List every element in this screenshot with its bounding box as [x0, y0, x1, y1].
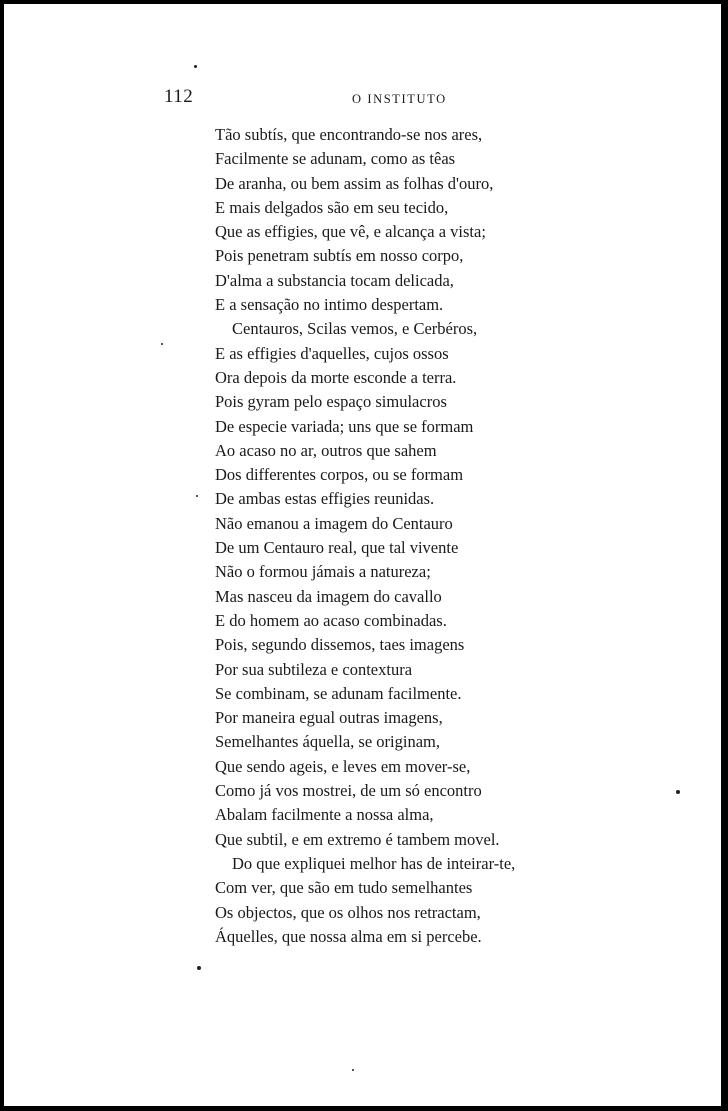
poem-line: Que subtil, e em extremo é tambem movel. [215, 829, 500, 849]
poem-line: Mas nasceu da imagem do cavallo [215, 586, 442, 606]
poem-line: Que sendo ageis, e leves em mover-se, [215, 756, 471, 776]
poem-line: Que as effigies, que vê, e alcança a vista; [215, 222, 486, 242]
running-title: O INSTITUTO [352, 92, 447, 106]
poem-line: Pois gyram pelo espaço simulacros [215, 392, 447, 412]
ink-speck [676, 790, 680, 794]
poem-line: Se combinam, se adunam facilmente. [215, 683, 462, 703]
poem-line: Áquelles, que nossa alma em si percebe. [215, 926, 482, 946]
ink-speck [196, 495, 198, 497]
poem-line: Pois, segundo dissemos, taes imagens [215, 635, 465, 655]
ink-speck [352, 1069, 354, 1071]
poem-line: De um Centauro real, que tal vivente [215, 538, 459, 558]
poem-line: E mais delgados são em seu tecido, [215, 197, 449, 217]
ink-speck [197, 966, 201, 970]
poem-line: Tão subtís, que encontrando-se nos ares, [215, 125, 483, 144]
poem-line: Dos differentes corpos, ou se formam [215, 465, 464, 485]
poem-line: Por maneira egual outras imagens, [215, 708, 443, 728]
poem-line: Centauros, Scilas vemos, e Cerbéros, [232, 319, 478, 339]
poem-line: Ora depois da morte esconde a terra. [215, 367, 457, 387]
poem-line: Abalam facilmente a nossa alma, [215, 805, 434, 825]
poem-line: Facilmente se adunam, como as têas [215, 149, 456, 169]
poem-line: Ao acaso no ar, outros que sahem [215, 440, 437, 460]
poem-line: E as effigies d'aquelles, cujos ossos [215, 343, 449, 363]
page-header [164, 86, 604, 114]
poem-line: Como já vos mostrei, de um só encontro [215, 781, 482, 801]
poem-line: De especie variada; uns que se formam [215, 416, 474, 436]
ink-speck [161, 343, 163, 345]
book-page [4, 4, 721, 1106]
poem-line: Por sua subtileza e contextura [215, 659, 413, 679]
poem-line: Não o formou jámais a natureza; [215, 562, 431, 582]
poem-line: Com ver, que são em tudo semelhantes [215, 878, 473, 898]
poem-line: D'alma a substancia tocam delicada, [215, 270, 454, 290]
poem-line: Não emanou a imagem do Centauro [215, 513, 453, 533]
poem-line: E a sensação no intimo despertam. [215, 295, 444, 315]
ink-speck [194, 65, 197, 68]
poem-line: Os objectos, que os olhos nos retractam, [215, 902, 481, 922]
poem-line: De ambas estas effigies reunidas. [215, 489, 435, 509]
poem-line: Semelhantes áquella, se originam, [215, 732, 440, 752]
poem-line: E do homem ao acaso combinadas. [215, 610, 447, 630]
poem-line: Pois penetram subtís em nosso corpo, [215, 246, 464, 266]
poem-line: De aranha, ou bem assim as folhas d'ouro, [215, 173, 494, 193]
poem-line: Do que expliquei melhor has de inteirar-te, [232, 853, 516, 873]
poem-body [215, 123, 615, 949]
page-number: 112 [164, 86, 194, 107]
